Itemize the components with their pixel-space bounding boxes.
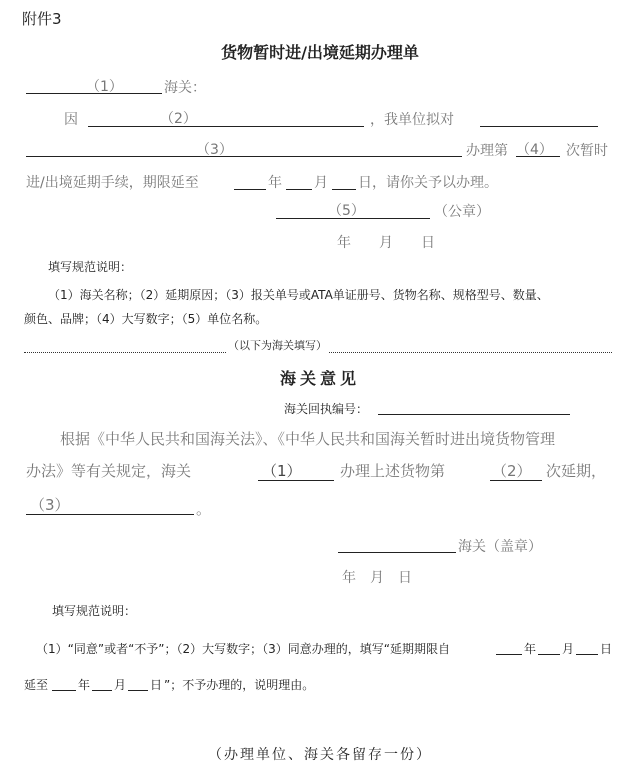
divider-label: （以下为海关填写） <box>228 339 327 352</box>
notes-line-2: 颜色、品牌；（4）大写数字；（5）单位名称。 <box>24 312 268 326</box>
notes2-line-1: （1）“同意”或者“不予”；（2）大写数字；（3）同意办理的，填写“延期期限自 <box>36 642 450 656</box>
notes2b-day-line[interactable] <box>128 690 148 691</box>
footer-note: （办理单位、海关各留存一份） <box>208 747 432 763</box>
opinion-para-2-a: 办法》等有关规定，海关 <box>26 462 192 480</box>
field-5-label: （5） <box>328 203 365 219</box>
notes2-month-line[interactable] <box>538 654 560 655</box>
customs-seal-label: 海关（盖章） <box>458 539 542 555</box>
month-line[interactable] <box>286 189 312 190</box>
opinion-field-3: （3） <box>30 496 70 514</box>
field-3-label: （3） <box>196 142 233 158</box>
customs-seal-line[interactable] <box>338 552 456 553</box>
notes2b-month: 月 <box>114 678 127 692</box>
field-2b-line[interactable] <box>480 126 598 127</box>
extend-text: 进/出境延期手续，期限延至 <box>26 175 199 191</box>
opinion-para-2-b: 办理上述货物第 <box>340 462 446 480</box>
month-label: 月 <box>314 175 328 191</box>
opinion-title: 海关意见 <box>279 369 360 388</box>
notes-line-1: （1）海关名称；（2）延期原因；（3）报关单号或ATA单证册号、货物名称、规格型号、数量、 <box>48 288 549 302</box>
notes2-month: 月 <box>562 642 575 656</box>
seal-label: （公章） <box>434 204 490 220</box>
page-title: 货物暂时进/出境延期办理单 <box>221 43 419 62</box>
opinion-field-2-line[interactable] <box>490 480 542 481</box>
handle-text: 办理第 <box>466 143 508 159</box>
day-line[interactable] <box>332 189 356 190</box>
customs-label: 海关： <box>164 80 206 96</box>
field-4-line[interactable] <box>516 156 560 157</box>
attachment-label: 附件3 <box>22 10 62 28</box>
request-text: ，请你关予以办理。 <box>372 175 498 191</box>
opinion-para-2-c: 次延期， <box>546 462 607 480</box>
opinion-date: 年 月 日 <box>342 570 412 586</box>
year-label: 年 <box>268 175 282 191</box>
notes2-year: 年 <box>524 642 537 656</box>
notes2-heading: 填写规范说明： <box>52 604 137 618</box>
notes-heading: 填写规范说明： <box>48 260 133 274</box>
receipt-number-line[interactable] <box>378 414 570 415</box>
field-2-line[interactable] <box>88 126 364 127</box>
opinion-field-1: （1） <box>262 462 302 480</box>
field-1-label: （1） <box>86 79 123 95</box>
notes2-day: 日 <box>600 642 613 656</box>
notes2b-day: 日 <box>150 678 163 692</box>
opinion-period: 。 <box>196 500 212 518</box>
opinion-field-3-line[interactable] <box>26 514 194 515</box>
notes2-year-line[interactable] <box>496 654 522 655</box>
field-3-line[interactable] <box>26 156 462 157</box>
reason-prefix: 因 <box>64 112 78 128</box>
day-label: 日 <box>358 175 372 191</box>
plan-text: ，我单位拟对 <box>370 112 454 128</box>
field-4-label: （4） <box>516 142 553 158</box>
times-text: 次暂时 <box>566 143 608 159</box>
notes2-line-2-b: ”；不予办理的，说明理由。 <box>164 678 315 692</box>
notes2b-year: 年 <box>78 678 91 692</box>
receipt-label: 海关回执编号： <box>284 402 369 416</box>
field-2-label: （2） <box>160 111 197 127</box>
notes2-line-2-a: 延至 <box>24 678 49 692</box>
opinion-field-2: （2） <box>492 462 532 480</box>
notes2b-month-line[interactable] <box>92 690 112 691</box>
opinion-para-1: 根据《中华人民共和国海关法》、《中华人民共和国海关暂时进出境货物管理 <box>60 430 556 448</box>
opinion-field-1-line[interactable] <box>258 480 334 481</box>
year-line[interactable] <box>234 189 266 190</box>
notes2-day-line[interactable] <box>576 654 598 655</box>
notes2b-year-line[interactable] <box>52 690 76 691</box>
form-date: 年 月 日 <box>337 235 435 251</box>
